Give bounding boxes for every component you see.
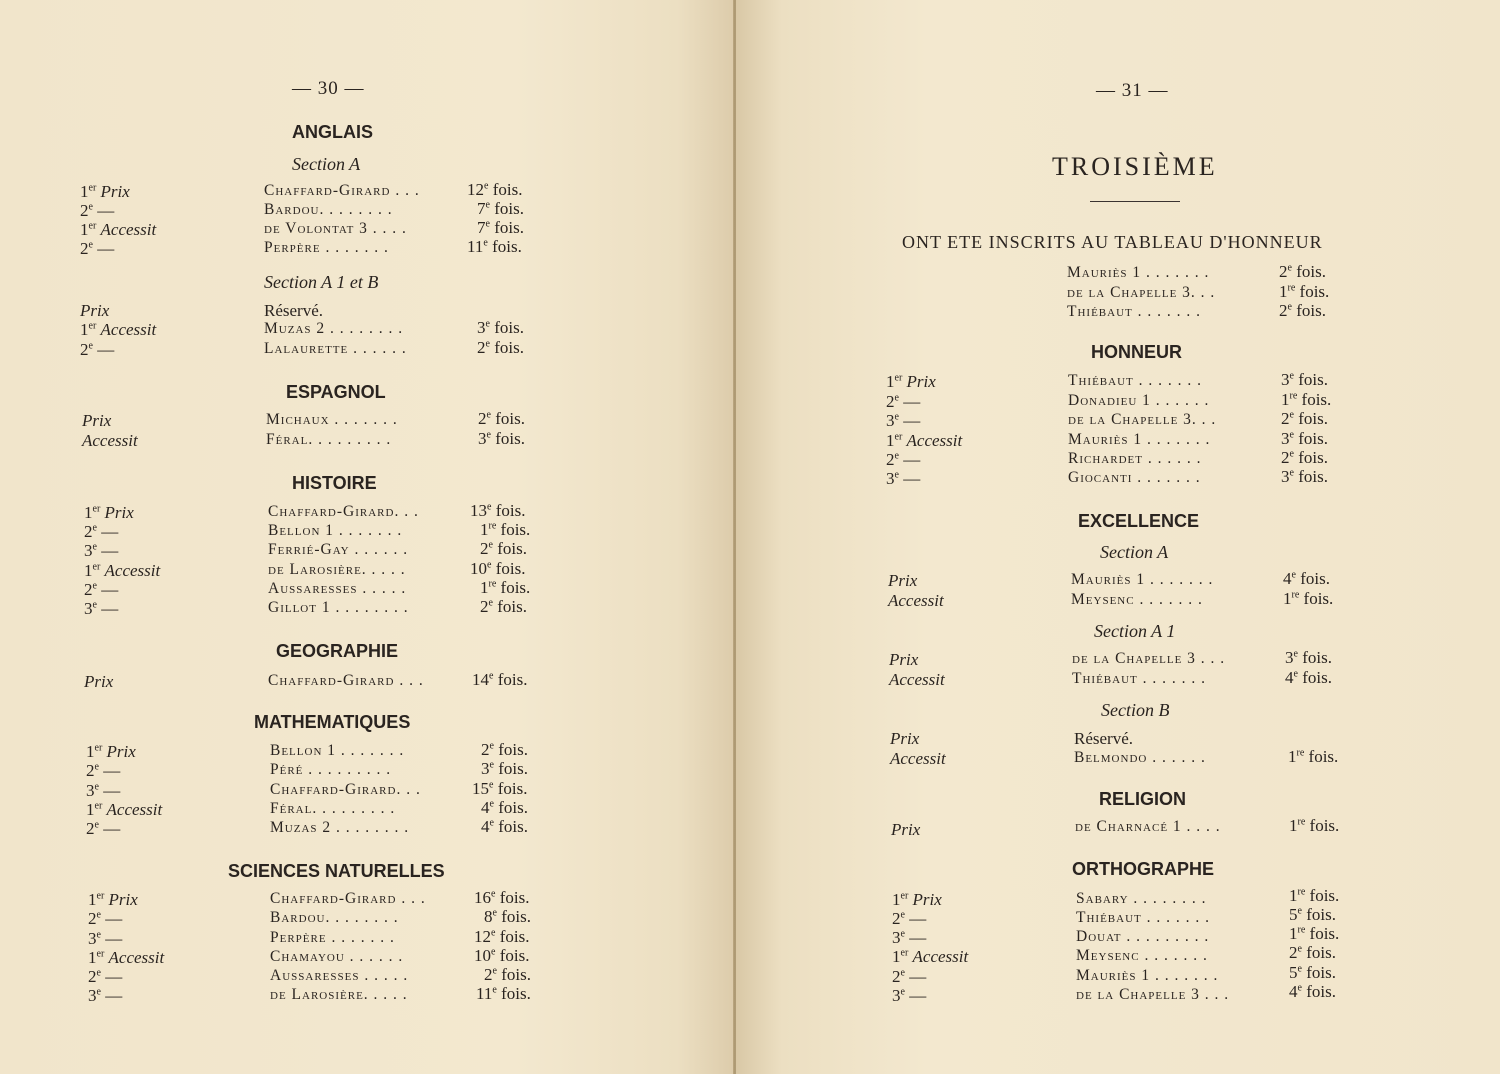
- award-label: 1er Accessit: [80, 320, 157, 339]
- count: 11e fois.: [467, 237, 522, 256]
- student-name: Donadieu 1 . . . . . .: [1068, 392, 1210, 409]
- student-name: Ferrié-Gay . . . . . .: [268, 541, 409, 558]
- award-label: 3e —: [892, 928, 927, 947]
- inscrits-title: ONT ETE INSCRITS AU TABLEAU D'HONNEUR: [902, 232, 1323, 252]
- count: 2e fois.: [484, 965, 531, 984]
- award-label: 2e —: [80, 239, 115, 258]
- count: 4e fois.: [1289, 982, 1336, 1001]
- divider: [1090, 201, 1180, 202]
- student-name: Bellon 1 . . . . . . .: [268, 522, 403, 539]
- count: 1re fois.: [1289, 924, 1340, 943]
- student-name: de Volontat 3 . . . .: [264, 220, 407, 237]
- count: 1re fois.: [480, 520, 531, 539]
- student-name: Aussaresses . . . . .: [270, 967, 409, 984]
- student-name: Douat . . . . . . . . .: [1076, 928, 1210, 945]
- award-label: 1er Prix: [88, 890, 138, 909]
- student-name: Chaffard-Girard . . .: [264, 182, 420, 199]
- count: 5e fois.: [1289, 905, 1336, 924]
- student-name: Meysenc . . . . . . .: [1076, 947, 1208, 964]
- award-label: 3e —: [86, 781, 121, 800]
- count: 2e fois.: [480, 539, 527, 558]
- student-name: Chaffard-Girard . . .: [270, 890, 426, 907]
- award-label: 2e —: [88, 967, 123, 986]
- award-label: 1er Prix: [892, 890, 942, 909]
- count: 2e fois.: [478, 409, 525, 428]
- count: 7e fois.: [477, 218, 524, 237]
- student-name: Meysenc . . . . . . .: [1071, 591, 1203, 608]
- award-label: 1er Accessit: [80, 220, 157, 239]
- award-label: 1er Prix: [84, 503, 134, 522]
- count: 3e fois.: [1281, 429, 1328, 448]
- award-label: 2e —: [84, 522, 119, 541]
- award-label: 1er Accessit: [88, 948, 165, 967]
- award-label: 2e —: [86, 819, 121, 838]
- student-name: Giocanti . . . . . . .: [1068, 469, 1201, 486]
- subsection-title: Section A 1 et B: [264, 272, 379, 292]
- award-label: 1er Accessit: [886, 431, 963, 450]
- right-page: [736, 0, 1500, 1074]
- student-name: Thiébaut . . . . . . .: [1068, 372, 1202, 389]
- section-title: RELIGION: [1099, 789, 1187, 809]
- student-name: de Larosière. . . . .: [270, 986, 408, 1003]
- count: 3e fois.: [1285, 648, 1332, 667]
- award-label: Prix: [888, 571, 918, 590]
- student-name: de la Chapelle 3 . . .: [1076, 986, 1230, 1003]
- award-label: 2e —: [88, 909, 123, 928]
- section-title: ANGLAIS: [292, 122, 373, 142]
- award-label: Accessit: [82, 431, 138, 450]
- count: 14e fois.: [472, 670, 528, 689]
- section-title: ESPAGNOL: [286, 382, 386, 402]
- award-label: 2e —: [892, 967, 927, 986]
- count: 5e fois.: [1289, 963, 1336, 982]
- student-name: de la Chapelle 3. . .: [1068, 411, 1217, 428]
- count: 15e fois.: [472, 779, 528, 798]
- student-name: Mauriès 1 . . . . . . .: [1071, 571, 1214, 588]
- count: 3e fois.: [1281, 467, 1328, 486]
- count: 10e fois.: [470, 559, 526, 578]
- section-title: EXCELLENCE: [1078, 511, 1200, 531]
- count: 3e fois.: [477, 318, 524, 337]
- count: 2e fois.: [480, 597, 527, 616]
- award-label: 2e —: [84, 580, 119, 599]
- section-title: MATHEMATIQUES: [254, 712, 411, 732]
- student-name: Bardou. . . . . . . .: [270, 909, 399, 926]
- count: 12e fois.: [474, 927, 530, 946]
- award-label: 1er Prix: [80, 182, 130, 201]
- subsection-title: Section B: [1101, 700, 1170, 720]
- student-name: Richardet . . . . . .: [1068, 450, 1202, 467]
- award-label: 2e —: [886, 450, 921, 469]
- award-label: Prix: [891, 820, 921, 839]
- student-name: Thiébaut . . . . . . .: [1076, 909, 1210, 926]
- count: 4e fois.: [481, 798, 528, 817]
- student-name: Belmondo . . . . . .: [1074, 749, 1206, 766]
- count: 1re fois.: [1289, 886, 1340, 905]
- section-title: GEOGRAPHIE: [276, 641, 399, 661]
- student-name: Sabary . . . . . . . .: [1076, 890, 1207, 907]
- count: 10e fois.: [474, 946, 530, 965]
- student-name: Mauriès 1 . . . . . . .: [1067, 264, 1210, 281]
- count: 2e fois.: [1281, 448, 1328, 467]
- student-name: Gillot 1 . . . . . . . .: [268, 599, 409, 616]
- student-name: Réservé.: [1074, 729, 1134, 748]
- count: 1re fois.: [1288, 747, 1339, 766]
- student-name: Thiébaut . . . . . . .: [1072, 670, 1206, 687]
- student-name: Thiébaut . . . . . . .: [1067, 303, 1201, 320]
- student-name: Mauriès 1 . . . . . . .: [1068, 431, 1211, 448]
- award-label: Prix: [889, 650, 919, 669]
- student-name: Féral. . . . . . . . .: [270, 800, 396, 817]
- class-title: TROISIÈME: [1052, 152, 1218, 181]
- count: 2e fois.: [477, 338, 524, 357]
- section-title: HONNEUR: [1091, 342, 1183, 362]
- student-name: Chaffard-Girard . . .: [268, 672, 424, 689]
- student-name: Bardou. . . . . . . .: [264, 201, 393, 218]
- count: 16e fois.: [474, 888, 530, 907]
- award-label: 3e —: [886, 411, 921, 430]
- student-name: Michaux . . . . . . .: [266, 411, 398, 428]
- award-label: 2e —: [80, 340, 115, 359]
- count: 13e fois.: [470, 501, 526, 520]
- student-name: Chamayou . . . . . .: [270, 948, 404, 965]
- count: 1re fois.: [480, 578, 531, 597]
- count: 1re fois.: [1281, 390, 1332, 409]
- award-label: Prix: [84, 672, 114, 691]
- section-title: SCIENCES NATURELLES: [228, 861, 445, 881]
- award-label: Accessit: [889, 670, 945, 689]
- count: 3e fois.: [481, 759, 528, 778]
- award-label: 1er Prix: [86, 742, 136, 761]
- page-number: — 31 —: [1096, 80, 1169, 101]
- award-label: Prix: [82, 411, 112, 430]
- award-label: Prix: [80, 301, 110, 320]
- award-label: 3e —: [886, 469, 921, 488]
- page-number: — 30 —: [292, 78, 365, 99]
- student-name: Bellon 1 . . . . . . .: [270, 742, 405, 759]
- count: 3e fois.: [1281, 370, 1328, 389]
- student-name: de Larosière. . . . .: [268, 561, 406, 578]
- award-label: 3e —: [84, 599, 119, 618]
- count: 7e fois.: [477, 199, 524, 218]
- count: 2e fois.: [1289, 943, 1336, 962]
- subsection-title: Section A 1: [1094, 621, 1176, 641]
- section-title: ORTHOGRAPHE: [1072, 859, 1215, 879]
- count: 2e fois.: [1279, 262, 1326, 281]
- student-name: Muzas 2 . . . . . . . .: [270, 819, 410, 836]
- student-name: de la Chapelle 3 . . .: [1072, 650, 1226, 667]
- count: 4e fois.: [481, 817, 528, 836]
- count: 2e fois.: [481, 740, 528, 759]
- student-name: Féral. . . . . . . . .: [266, 431, 392, 448]
- count: 3e fois.: [478, 429, 525, 448]
- award-label: 1er Accessit: [892, 947, 969, 966]
- count: 1re fois.: [1283, 589, 1334, 608]
- award-label: 2e —: [86, 761, 121, 780]
- award-label: 1er Prix: [886, 372, 936, 391]
- student-name: Chaffard-Girard. . .: [270, 781, 421, 798]
- award-label: 3e —: [88, 929, 123, 948]
- award-label: Prix: [890, 729, 920, 748]
- student-name: Perpère . . . . . . .: [264, 239, 389, 256]
- award-label: 1er Accessit: [84, 561, 161, 580]
- count: 1re fois.: [1279, 282, 1330, 301]
- student-name: Chaffard-Girard. . .: [268, 503, 419, 520]
- student-name: Perpère . . . . . . .: [270, 929, 395, 946]
- student-name: Aussaresses . . . . .: [268, 580, 407, 597]
- count: 4e fois.: [1283, 569, 1330, 588]
- section-title: HISTOIRE: [292, 473, 377, 493]
- student-name: de Charnacé 1 . . . .: [1075, 818, 1221, 835]
- award-label: Accessit: [890, 749, 946, 768]
- subsection-title: Section A: [1100, 542, 1169, 562]
- count: 11e fois.: [476, 984, 531, 1003]
- award-label: 2e —: [892, 909, 927, 928]
- count: 2e fois.: [1279, 301, 1326, 320]
- student-name: Réservé.: [264, 301, 324, 320]
- student-name: Péré . . . . . . . . .: [270, 761, 392, 778]
- subsection-title: Section A: [292, 154, 361, 174]
- student-name: Muzas 2 . . . . . . . .: [264, 320, 404, 337]
- count: 12e fois.: [467, 180, 523, 199]
- student-name: de la Chapelle 3. . .: [1067, 284, 1216, 301]
- award-label: 2e —: [886, 392, 921, 411]
- award-label: 3e —: [892, 986, 927, 1005]
- count: 1re fois.: [1289, 816, 1340, 835]
- award-label: 1er Accessit: [86, 800, 163, 819]
- count: 2e fois.: [1281, 409, 1328, 428]
- student-name: Mauriès 1 . . . . . . .: [1076, 967, 1219, 984]
- count: 4e fois.: [1285, 668, 1332, 687]
- award-label: Accessit: [888, 591, 944, 610]
- left-page: [0, 0, 736, 1074]
- count: 8e fois.: [484, 907, 531, 926]
- award-label: 2e —: [80, 201, 115, 220]
- award-label: 3e —: [88, 986, 123, 1005]
- award-label: 3e —: [84, 541, 119, 560]
- student-name: Lalaurette . . . . . .: [264, 340, 407, 357]
